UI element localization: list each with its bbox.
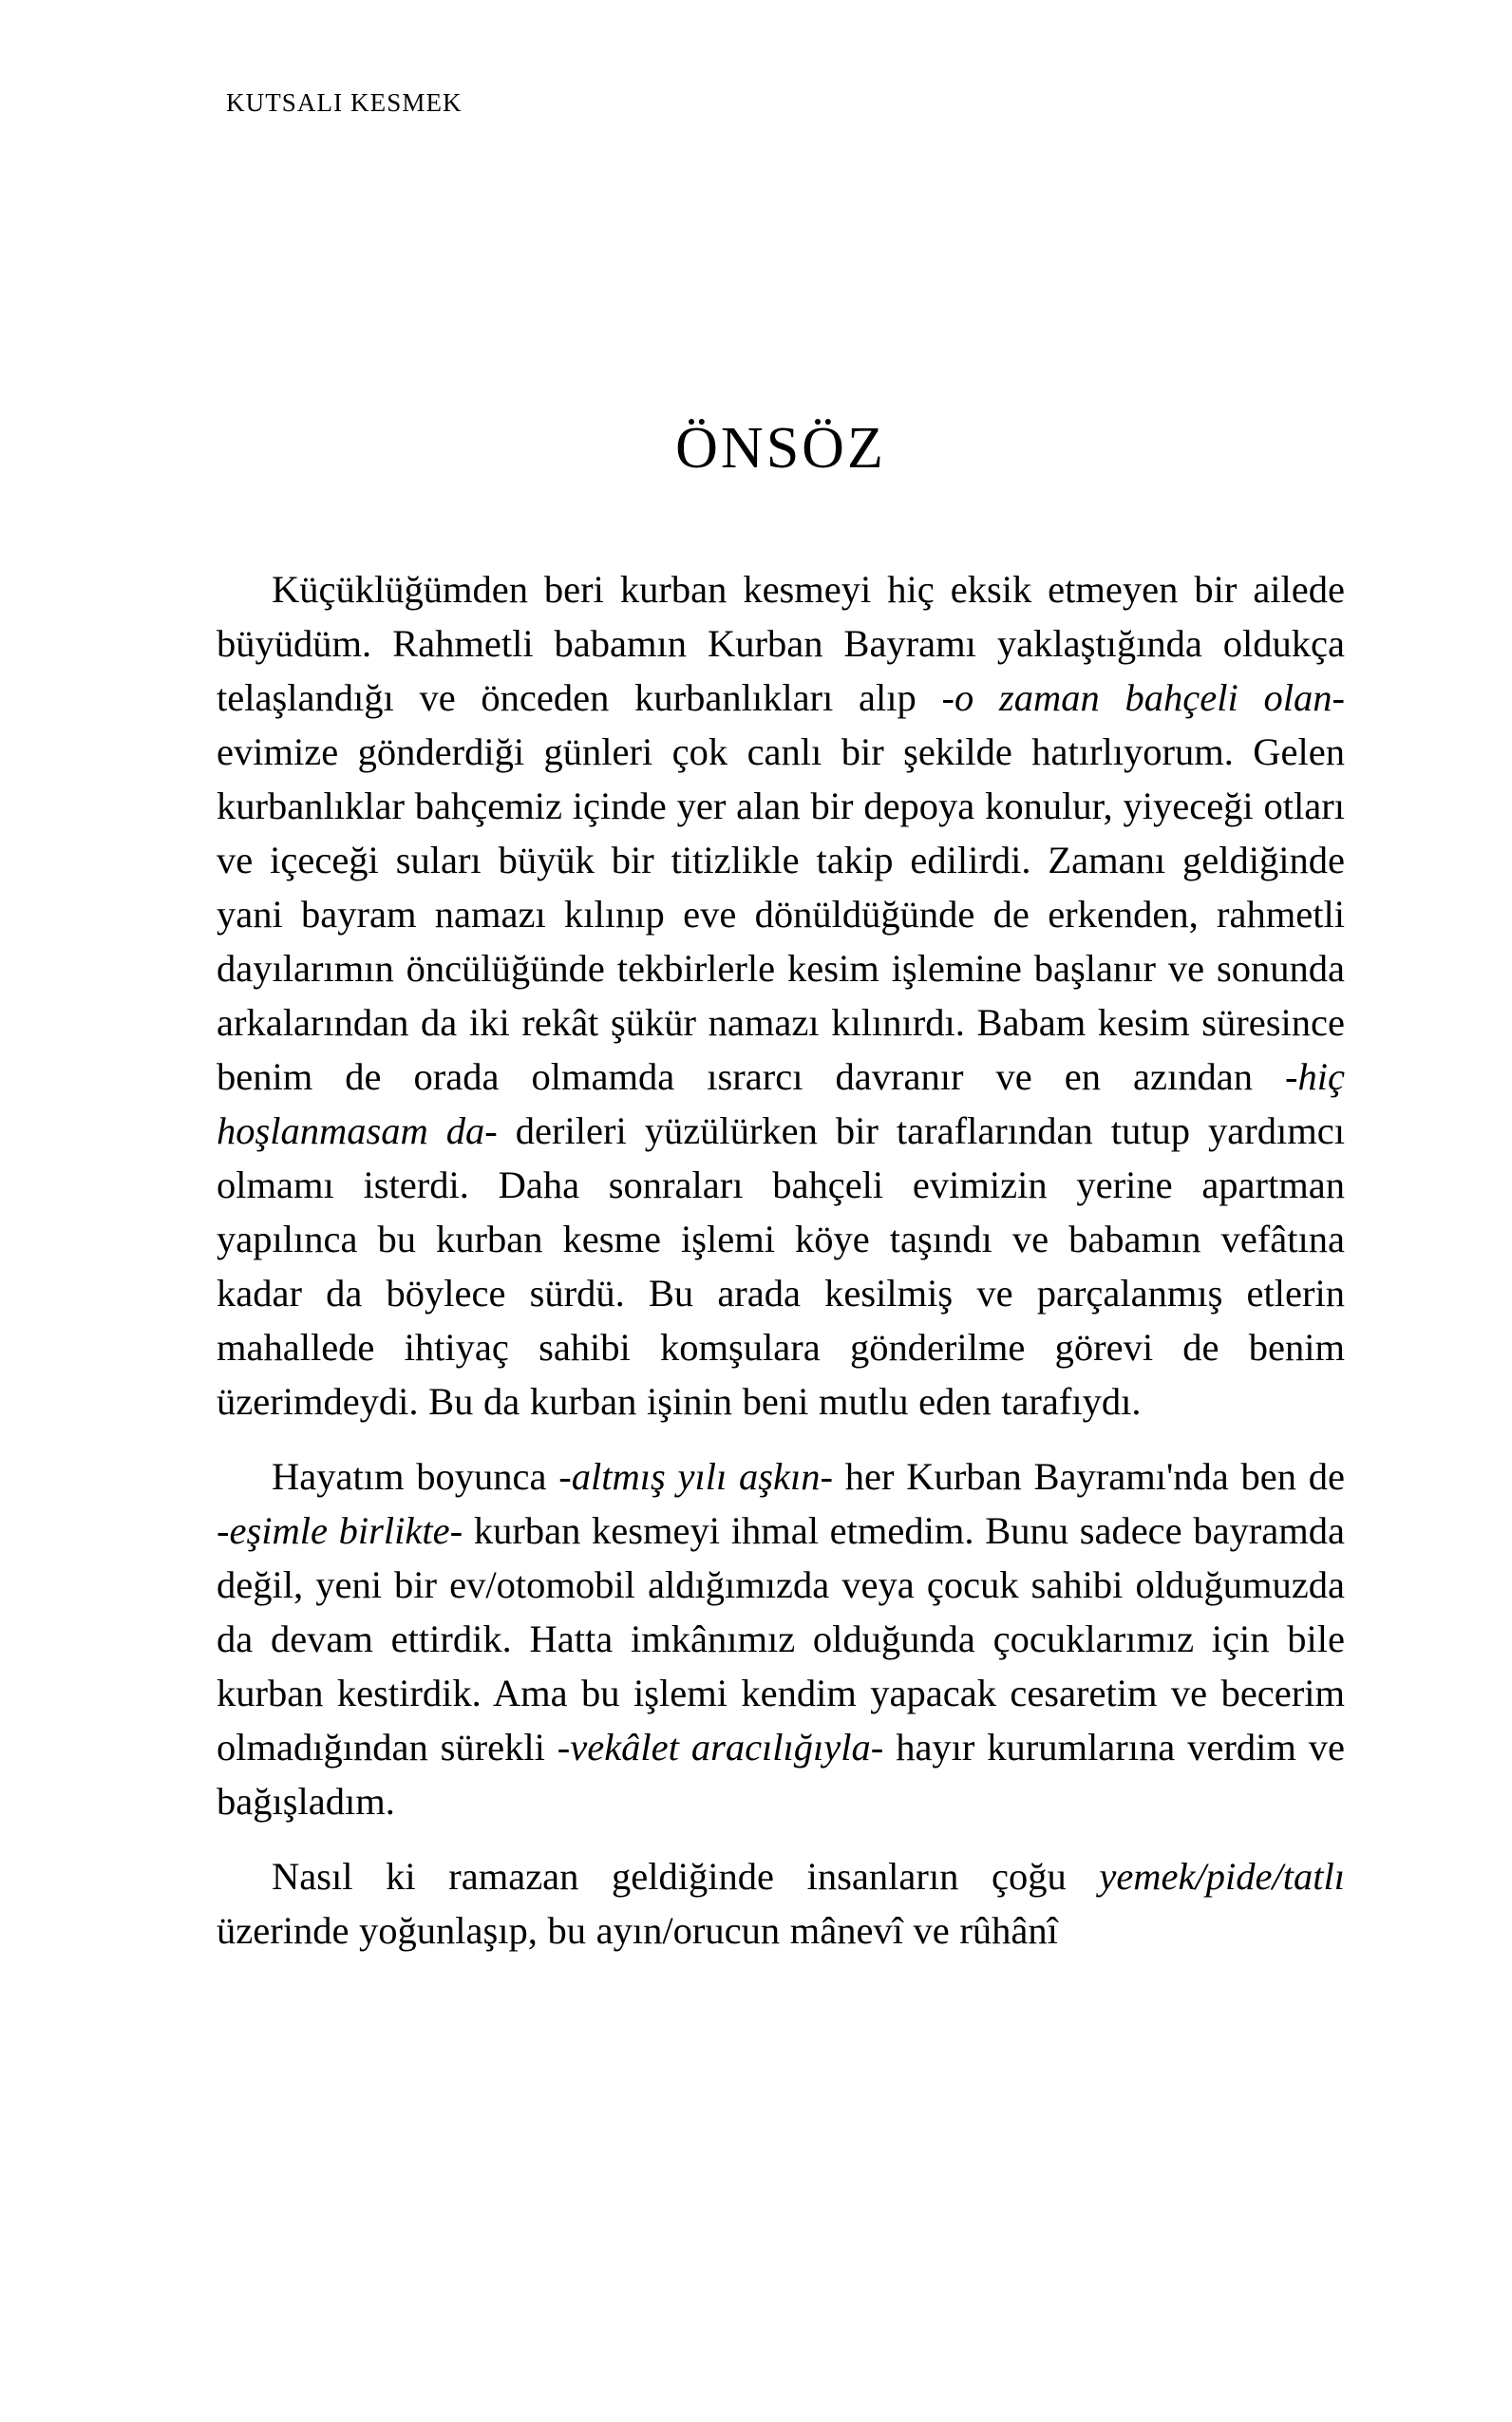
paragraph-2-run-4: kurban kesmeyi ihmal etmedim. Bunu sadece bayramda değil, yeni bir ev/otomobil aldığımızda veya çocuk sahibi olduğumuzda da devam ettirdik. Hatta imkânımız olduğunda çocuklarımız için bile kurban kestirdik. Ama bu işlemi kendim yapacak cesaretim ve becerim olmadığından sürekli: [217, 1509, 1345, 1769]
paragraph-1-run-4: derileri yüzülürken bir taraflarından tutup yardımcı olmamı isterdi. Daha sonraları bahçeli evimizin yerine apartman yapılınca bu kurban kesme işlemi köye taşındı ve babamın vefâtına kadar da böylece sürdü. Bu arada kesilmiş ve parçalanmış etlerin mahallede ihtiyaç sahibi komşulara gönderilme görevi de benim üzerimdeydi. Bu da kurban işinin beni mutlu eden tarafıydı.: [217, 1109, 1345, 1423]
paragraph-2-run-0: Hayatım boyunca: [272, 1455, 559, 1498]
paragraph-1-run-1: -o zaman bahçeli olan-: [941, 676, 1345, 719]
paragraph-1-run-3: -hiç hoşlanmasam da-: [217, 1055, 1345, 1152]
running-head: KUTSALI KESMEK: [226, 88, 463, 117]
paragraph-2-run-1: -altmış yılı aşkın-: [558, 1455, 833, 1498]
paragraph-1: [217, 562, 1345, 1429]
paragraph-3: [217, 1849, 1345, 1958]
paragraph-3-run-2: üzerinde yoğunlaşıp, bu ayın/orucun mânevî ve rûhânî: [217, 1909, 1058, 1952]
paragraph-2-run-2: her Kurban Bayramı'nda ben de: [833, 1455, 1345, 1498]
paragraph-3-run-1: yemek/pide/tatlı: [1099, 1855, 1345, 1898]
paragraph-1-run-0: Küçüklüğümden beri kurban kesmeyi hiç eksik etmeyen bir ailede büyüdüm. Rahmetli babamın Kurban Bayramı yaklaştığında oldukça telaşlandığı ve önceden kurbanlıkları alıp: [217, 568, 1345, 719]
page-title: ÖNSÖZ: [675, 415, 886, 481]
paragraph-2: [217, 1449, 1345, 1828]
paragraph-2-run-6: hayır kurumlarına verdim ve bağışladım.: [217, 1726, 1345, 1823]
paragraph-2-run-5: -vekâlet aracılığıyla-: [557, 1726, 884, 1769]
paragraph-2-run-3: -eşimle birlikte-: [217, 1509, 463, 1552]
paragraph-1-run-2: evimize gönderdiği günleri çok canlı bir şekilde hatırlıyorum. Gelen kurbanlıklar bahçemiz içinde yer alan bir depoya konulur, yiyeceği otları ve içeceği suları büyük bir titizlikle takip edilirdi. Zamanı geldiğinde yani bayram namazı kılınıp eve dönüldüğünde de erkenden, rahmetli dayılarımın öncülüğünde tekbirlerle kesim işlemine başlanır ve sonunda arkalarından da iki rekât şükür namazı kılınırdı. Babam kesim süresince benim de orada olmamda ısrarcı davranır ve en azından: [217, 730, 1345, 1098]
paragraph-3-run-0: Nasıl ki ramazan geldiğinde insanların çoğu: [272, 1855, 1100, 1898]
body-text-block: [217, 562, 1345, 1958]
